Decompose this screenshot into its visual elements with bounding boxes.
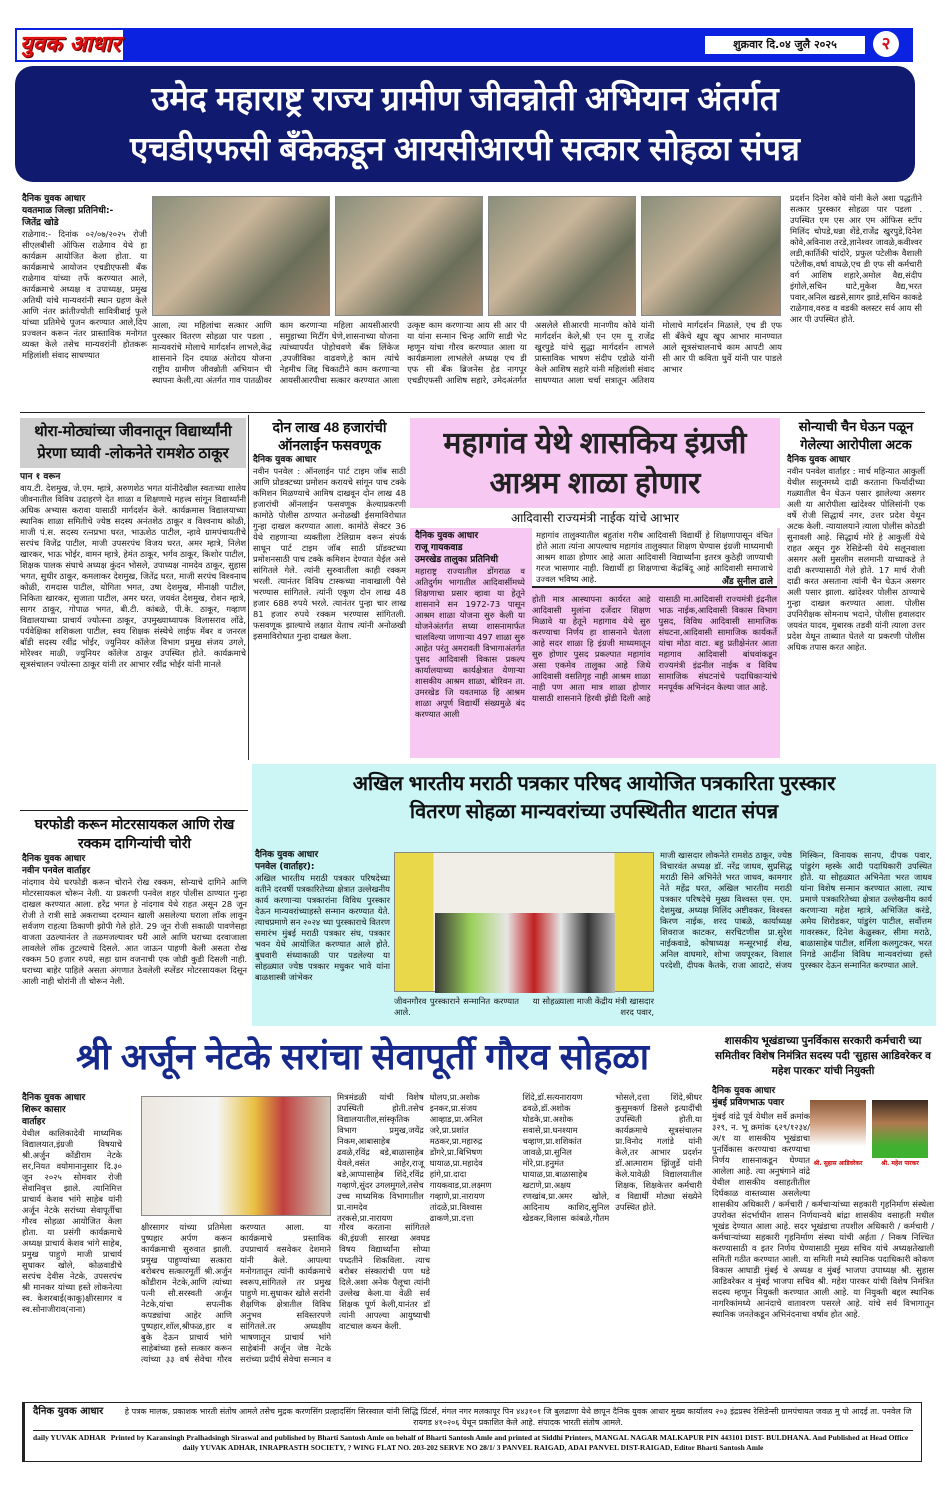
chain-text: नवीन पनवेल वार्ताहर : मार्च महिन्यात आकुर्ली येथील सलूनमध्ये दाढी करताना फिर्यादीच्या गळ्यातील चैन घेऊन पसार झालेल्या असगर अली या आरोपीला खांदेश्वर पोलिसांनी एक वर्षे रोजी सिद्धार्थ नगर, उत्तर प्रदेश येथून अटक केली. न्यायालयाने त्याला पोलीस कोठडी सुनावली आहे. सिद्धार्थ मोरे हे आकुर्ली येथे राहत असून गुरु रेसिडेन्सी येथे सलूनवाला असगर अली मुसलीम सलमानी याच्याकडे ते दाढी करण्यासाठी गेले होते. 17 मार्च रोजी दाढी करत असताना त्यांनी चैन घेऊन असगर अली पसार झाला. खांदेश्वर पोलीस ठाण्याचे गुन्हा दाखल करण्यात आला. पोलीस उपनिरीक्षक सोमनाथ भदाने, पोलीस हवालदार जयवंत यादव, मुबारक तडवी यांनी त्याला उत्तर प्रदेश येथून ताब्यात घेतले या प्रकरणी पोलीस अधिक तपास करत आहेत. — [787, 466, 925, 652]
imprint-name-mr: दैनिक युवक आधार — [33, 1406, 104, 1417]
fraud-headline-line1: दोन लाख 48 हजारांची — [272, 419, 387, 435]
chain-byline: दैनिक युवक आधार — [787, 455, 851, 465]
netke-left-column — [22, 1092, 122, 1370]
ashram-byline-author: राजू गायकवाड — [415, 543, 463, 553]
lead-photo-1 — [152, 196, 330, 316]
netke-text-middle-a: क्षीरसागर यांच्या प्रतिमेला पुष्पहार अर्पण करून कार्यक्रमाची सुरुवात झाली. प्रमुख पाहुण्यांच्या सत्कारा बरोबरच सत्कारमूर्ती श्री.अर्जुन कोंडीराम नेटके,आणि त्यांच्या पत्नी सौ.सरस्वती अर्जून नेटके,यांचा सपत्नीक कपड्यांचा आहेर आणि पुष्पहार,शॉल,श्रीफळ,हार व बुके देऊन प्राचार्य भांगे साहेबांच्या हस्ते सत्कार करून त्यांच्या ३३ वर्ष सेवेचा गौरव करण्यात आला. या कार्यक्रमाचे प्रस्ताविक उपप्राचार्य वसवेकर देशमाने यांनी केले. आपल्या मनोगतातून त्यांनी कार्यक्रमाचे स्वरूप,सांगितले तर प्रमुख पाहुणे मा.सुधाकर खोले सरांनी शैक्षणिक क्षेत्रातील विविध अनुभव सविस्तरपणे सांगितले.तर अध्यक्षीय भाषणातून प्राचार्य भांगे साहेबांनी अर्जून जेष्ठ नेटके सरांच्या प्रदीर्घ सेवेचा सन्मान व गौरव करताना सांगितले की,इंग्रजी सारखा अवघड विषय विद्यार्थ्यांना सोप्या पध्दतीने शिकविला. त्याच बरोबर संस्कारांची पण धडे दिले.अशा अनेक पैलूचा त्यांनी उल्लेख केला.या वेळी सर्व शिक्षक पूर्ण केली,यानंतर डॉ त्यांनी आपल्या आयुष्याची वाटचाल कथन केली. — [141, 1222, 430, 1364]
journalism-text-left: अखिल भारतीय मराठी पत्रकार परिषदेच्या वतीने दरवर्षी पत्रकारितेच्या क्षेत्रात उल्लेखनीय कार्य करणाऱ्या पत्रकारांना विविध पुरस्कार देऊन मान्यवरांच्याहस्ते सन्मान करण्यात येते. त्याचप्रमाणे सन २०२४ च्या पुरस्काराचे वितरण समारंभ मुंबई मराठी पत्रकार संघ, पत्रकार भवन येथे आयोजित करण्यात आले होते. बुधवारी संध्याकाळी पार पडलेल्या या सोहळ्यात ज्येष्ठ पत्रकार मधुकर भावे यांना बाळशास्त्री जांभेकर — [255, 873, 390, 982]
appointment-headline: शासकीय भूखंडाच्या पुनर्विकास सरकारी कर्मचारी च्या समितीवर विशेष निमंत्रित सदस्य पदी 'सुहास आडिवरेकर व महेश पारकर' यांची नियुक्ती — [715, 1035, 931, 1077]
lead-headline-line1: उमेद महाराष्ट्र राज्य ग्रामीण जीवन्नोती अभियान अंतर्गत — [151, 80, 779, 117]
imprint-english — [33, 1430, 913, 1453]
lead-text-left: राळेगाव:- दिनांक ०२/०७/२०२५ रोजी सीएलबीसी ऑफिस राळेगाव येथे हा कार्यक्रम आयोजित केला होता. या कार्यक्रमाचे आयोजन एचडीएफसी बँक राळेगाव यांच्या तर्फे करण्यात आले, कार्यक्रमाचे अध्यक्ष व उपाध्यक्ष, प्रमुख अतिथी यांचे मान्यवरांनी स्थान ग्रहण केले आणि नंतर क्रांतीज्योती सावित्रीबाई फुले यांच्या प्रतिमेचे पूजन करण्यात आले,दिप प्रज्वलन करून नंतर प्रास्ताविक मनोगत व्यक्त केले तसेच मान्यवरांनी होतकरू महिलांशी संवाद साधण्यात — [22, 229, 147, 360]
chain-article — [787, 418, 925, 758]
imprint-marathi — [33, 1406, 913, 1428]
ashram-left-column — [415, 530, 525, 755]
imprint-text-en: Printed by Karansingh Pralhadsingh Siraswal and published by Bharti Santosh Amle on behalf of Bharti Santosh Amle and printed at Siddhi Printers, MANGAL NAGAR MALKAPUR PIN 443101 DIST- BULDHANA. And Published at Head Office daily YUVAK ADHAR, INRAPRASTH SOCIETY, ? WING FLAT NO. 203-202 SERVE NO 28/1/ 3 PANVEL RAIGAD, ADAI PANVEL DIST-RAIGAD, Editor Bharti Santosh Amle — [110, 1433, 909, 1452]
netke-headline: श्री अर्जून नेटके सरांचा सेवापूर्ती गौरव सोहळा — [75, 1036, 650, 1077]
students-continuation: पान १ वरून — [20, 472, 61, 482]
imprint-box — [22, 1402, 922, 1462]
portrait-mahesh-parkar — [872, 1100, 928, 1158]
netke-text-right: मित्रमंडळी यांची विशेष उपस्थिती होती.तसेच विद्यालयातील,सांस्कृतिक विभाग प्रमुख,जयेंद्र निकम,आबासाहेब ढवळे,रविंद्र बडे,बाळासाहेब येवले,वसंत आहेर,राजू बडे,आप्पासाहेब शिंदे,रविंद्र गव्हाणे,सुंदर उगलमुगले,तसेच उच्च माध्यमिक विभागातील प्रा.नामदेव तरकसे,प्रा.नारायण घोलप,प्रा.अशोक इनकर,प्रा.संजय आव्हाड,प्रा.अनिल जरे,प्रा.प्रशांत मठकर,प्रा.महारुद्र डोंगरे,प्रा.बिभिषण घायाळ,प्रा.महादेव हांगे,प्रा.दादा गायकवाड,प्रा.लक्ष्मण गव्हाणे,प्रा.नारायण तांदळे,प्रा.विश्वास ढाकणे,प्रा.दत्ता शिंदे,डॉ.सत्यनारायण ढवळे,डॉ.अशोक घोडके,प्रा.अशोक सवासे,प्रा.घनश्याम चव्हाण,प्रा.शशिकांत जावळे,प्रा.सुनिल मोरे,प्रा.हनुमंत घायाळ,प्रा.बाळासाहेब खटाणे,प्रा.अक्षय रणखांब,प्रा.अमर खोले, आदिनाथ काशिद,सुनिल खेडकर,विलास कांबळे,गौतम भोसले,दत्ता शिंदे,श्रीधर कुसुमकर्ण डिसले इत्यादींची उपस्थिती होती.या कार्यक्रमाचे सूत्रसंचालन प्रा.विनोद गलांडे यांनी केले,तर आभार प्रदर्शन डॉ.आत्माराम झिंजुर्डे यांनी केले.यावेळी विद्यालयातील शिक्षक, शिक्षकेत्तर कर्मचारी व विद्यार्थी मोठ्या संख्येने उपस्थित होते. — [337, 1092, 702, 1223]
journalism-byline-paper: दैनिक युवक आधार — [255, 850, 319, 860]
journalism-text-right: माजी खासदार लोकनेते रामशेठ ठाकूर, ज्येष्ठ विचारवंत अध्यक्ष डॉ. नरेंद्र जाधव, सुप्रसिद्ध मराठी सिने अभिनेते भरत जाधव, कामगार नेते महेंद्र घरत, अखिल भारतीय मराठी पत्रकार परिषदेचे मुख्य विश्वस्त एस. एम. देशमुख, अध्यक्ष मिलिंद अष्टीवकर, विश्वस्त किरण नाईक, शरद पाबळे, कार्याध्यक्ष शिवराज काटकर, सरचिटणीस प्रा.सुरेश नाईकवाडे, कोषाध्यक्ष मन्सूरभाई शेख, अनिल वाघमारे, शोभा जयपूरकर, विशाल परदेशी, दीपक कैतके, राजा आदाटे, संजय मिस्किन, विनायक सानप, दीपक पवार, पांडुरंग म्हस्के आदी पदाधिकारी उपस्थित होते. या सोहळ्यात अभिनेता भरत जाधव यांना विशेष सन्मान करण्यात आला. त्याच प्रमाणे पत्रकारितेच्या क्षेत्रात उल्लेखनीय कार्य करणाऱ्या महेश म्हात्रे, अभिजित करंडे, अमेय शिरोडकर, पांडुरंग पाटील, सर्वोत्तम गावरस्कर, दिनेश केळुस्कर, सीमा मराठे, बाळासाहेब पाटील, शर्मिला कलगुटकर, भरत निगडे आदींना विविध मान्यवरांच्या हस्ते पुरस्कार देऊन सन्मानित करण्यात आले. — [660, 850, 932, 970]
fraud-text: नवीन पनवेल : ऑनलाईन पार्ट टाइम जॉब साठी आणि प्रोडक्टच्या प्रमोशन करायचे सांगून पाच टक्के कमिशन मिळण्याचे आमिष दाखवून दोन लाख 48 हजारांची ऑनलाईन फसवणूक केल्याप्रकरणी कामोठे पोलीस ठाण्यात अनोळखी ईसमाविरोधात गुन्हा दाखल करण्यात आला. कामोठे सेक्टर 36 येथे राहणाऱ्या व्यक्तीला टेलिग्राम वरून संपर्क साधून पार्ट टाइम जॉब साठी प्रॉडक्टच्या प्रमोशनसाठी पाच टक्के कमिशन देण्यात येईल असे सांगितले गेले. त्यांनी सुरुवातीला काही रक्कम भरली. त्यानंतर विविध टास्कच्या नावाखाली पैसे भरण्यास सांगितले. त्यांनी एकूण दोन लाख 48 हजार 688 रुपये भरले. त्यानंतर पुन्हा चार लाख 81 हजार रुपये रक्कम भरण्यास सांगितली. फसवणूक झाल्याचे लक्षात येताच त्यांनी अनोळखी इसमाविरोधात गुन्हा दाखल केला. — [253, 466, 406, 641]
lead-headline-line2: एचडीएफसी बँकेकडून आयसीआरपी सत्कार सोहळा संपन्न — [129, 130, 800, 167]
page-number: २ — [873, 31, 899, 57]
appointment-byline-paper: दैनिक युवक आधार — [712, 1086, 776, 1096]
journalism-byline-location: पनवेल (वार्ताहर): — [255, 862, 315, 872]
lead-photo-3 — [488, 196, 636, 316]
burglary-headline: घरफोडी करून मोटरसायकल आणि रोख रक्कम दागिन्यांची चोरी — [34, 816, 235, 851]
appointment-byline-author: मुंबई प्रविणभाऊ पवार — [712, 1098, 785, 1108]
burglary-byline-location: नवीन पनवेल वार्ताहर — [22, 866, 91, 876]
newspaper-logo: युवक आधार — [17, 30, 123, 60]
portrait-caption-1: श्री. सुहास आडिवरेकर — [813, 1160, 863, 1167]
ashram-quote-author: अँड सुनील ढाले — [722, 577, 773, 587]
divider — [248, 415, 249, 760]
netke-felicitation-photo — [141, 1096, 331, 1216]
imprint-name-en: daily YUVAK ADHAR — [33, 1433, 106, 1442]
ashram-quote-box — [532, 528, 777, 588]
burglary-text: नांदगाव येथे घरफोडी करून चोराने रोख रक्कम, सोन्याचे दागिने आणि मोटरसायकल चोरून नेली. या प्रकरणी पनवेल शहर पोलीस ठाण्यात गुन्हा दाखल करण्यात आला. हरेंद्र भगत हे नांदगाव येथे राहत असून 28 जून रोजी ते रात्री साडे अकराच्या दरम्यान खाली असलेल्या घराला लॉक लावून सर्वजण राहत्या ठिकाणी झोपी गेले होते. 29 जून रोजी सकाळी पावणेसहा वाजता उठल्यानंतर ते तळमजल्यावर घरी आले आणि घराच्या दरवाजाला लावलेले लॉक तुटल्याचे दिसले. आत जाऊन पाहणी केली असता रोख रक्कम 50 हजार रुपये, सहा ग्राम वजनाची एक जोडी कुडी दिसली नाही. घराच्या बाहेर पाहिले असता अंगणात ठेवलेली स्प्लेंडर मोटरसायकल दिसून आली नाही चोरांनी ती चोरून नेली. — [22, 877, 247, 986]
portrait-suhas-adivarekar — [810, 1100, 866, 1158]
divider — [20, 810, 248, 811]
photo-people — [435, 913, 615, 993]
lead-article-left-column — [22, 193, 147, 408]
ashram-article — [410, 418, 780, 758]
portrait-caption-2: श्री. महेश पारकर — [881, 1160, 919, 1167]
lead-byline-author: जितेंद्र खोडे — [22, 218, 59, 228]
netke-byline-paper: दैनिक युवक आधार — [22, 1093, 86, 1103]
issue-date: शुक्रवार दि.०४ जुलै २०२५ — [705, 36, 865, 54]
lead-text-right: प्रदर्शन दिनेश कोवे यांनी केले अशा पद्धतीने सत्कार पुरस्कार सोहळा पार पडला . उपस्थित एम एस आर एम ऑफिस स्टॉप मिलिंद चोपडे,धन्ना शेंडे,राजेंद्र खुरपुडे,दिनेश कोवे,अविनाश तरडे,ज्ञानेश्वर जावळे,कवीश्वर लडी,कार्तिकी चांदोरे, प्रफुल पटेलीक वैशाली पटेलीक,वर्षा वाघळे,एच डी एफ सी कर्मचारी वर्ग आशिष शहारे,अमोल वैद्य,संदीप इंगोले,सचिन घाटे,मुकेश वैद्य,भरत पवार,अनिल खडसे,सागर झाडे,सचिन काकडे राळेगाव,वरुड व वडकी क्लस्टर सर्व आय सी आर पी उपस्थित होते. — [790, 193, 922, 324]
journalism-left-column — [255, 849, 390, 1024]
appointment-text-content: मुंबई वांद्रे पूर्व येथील सर्वे क्रमांक ३२९, न. भू क्रमांक ६२९/१२३४/अ/१ या शासकीय भूखंडाचा पुनर्विकास करण्याचा करण्याचा निर्णय शासनाकडून घेण्यात आलेला आहे. त्या अनुषंगाने वांद्रे येथील शासकीय वसाहतीतील दिर्घकाळ वास्तव्यास असलेल्या शासकीय अधिकारी / कर्मचारी / कर्मचाऱ्यांच्या सहकारी गृहनिर्माण संस्थेला उपरोक्त संदर्भाधीन शासन निर्णयान्वये बांद्रा शासकीय वसाहती मधील भूखंड देण्यात आला आहे. सदर भूखंडाचा तपशील अधिकारी / कर्मचारी / कर्मचाऱ्यांच्या सहकारी गृहनिर्माण संस्था यांची अर्हता / निकष निश्चित करण्यासाठी व इतर निर्णय घेण्यासाठी मुख्य सचिव यांचे अध्यक्षतेखाली समिती गठीत करण्यात आली. या समिती मध्ये स्थानिक पदाधिकारी कोकण विकास आघाडी मुंबई चे अध्यक्ष व मुंबई भाजपा उपाध्यक्ष श्री. सुहास आडिवरेकर व मुंबई भाजपा सचिव श्री. महेश पारकर यांची विशेष निमंत्रित सदस्य म्हणून नियुक्ती करण्यात आली आहे. या नियुक्ती बद्दल स्थानिक नागरिकांमध्ये आनंदाचे वातावरण पसरले आहे. यांचे सर्व विभागातून स्थानिक जनतेकडून अभिनंदनाचा वर्षाव होत आहे. — [712, 1111, 934, 1319]
burglary-byline-paper: दैनिक युवक आधार — [22, 854, 86, 864]
lead-photo-4 — [641, 196, 781, 316]
chain-headline: सोन्याची चैन घेऊन पळून गेलेल्या आरोपीला अटक — [798, 419, 914, 452]
ashram-headline-line1: महागांव येथे शासकिय इंग्रजी — [443, 427, 747, 460]
ashram-quote: महागांव तालुक्यातील बहुतांश गरीब आदिवासी विद्यार्थी हे शिक्षणापासून वंचित होते आता त्यांना आपल्याच महागांव तालुक्यात शिक्षण घेण्यास इंग्रजी माध्यमाची आश्रम शाळा होणार आहे आता आदिवासी विद्यार्थ्यांना इतरत्र कुठेही जाण्याची गरज भासणार नाही. विद्यार्थी हा शिक्षणाचा केंद्रबिंदू आहे आदिवासी समाजाचे उज्वल भविष्य आहे. — [536, 530, 773, 584]
ashram-text-left: महाराष्ट्र राज्यातील डोंगराळ व अतिदुर्गम भागातील आदिवासींमध्ये शिक्षणाचा प्रसार व्हावा या हेतूने शासनाने सन 1972-73 पासून आश्रम शाळा योजना सुरु केली या योजनेअंतर्गत सध्या शासनामार्फत चालविल्या जाणाऱ्या 497 शाळा सुरु आहेत परंतु अमरावती विभागाअंतर्गत पुसद आदिवासी विकास प्रकल्प कार्यालयाच्या कार्यक्षेत्रात येणाऱ्या शासकीय आश्रम शाळा, बोरिवन ता. उमरखेड जि यवतमाळ हि आश्रम शाळा अपूर्ण विद्यार्थी संख्यमुळे बंद करण्यात आली — [415, 566, 525, 719]
students-text: वाय.टी. देशमुख, जे.एम. म्हात्रे, अरुणशेठ भगत यांनीदेखील स्वतःच्या शालेय जीवनातील विविध उदाहरणे देत शाळा व शिक्षणाचे महत्त्व सांगून विद्यार्थ्यांनी अधिक अभ्यास करावा यासाठी मार्गदर्शन केले. कार्यक्रमास विद्यालयाच्या स्थानिक शाळा समितीचे ज्येष्ठ सदस्य अनंतशेठ ठाकूर व विश्वनाथ कोळी, माजी पं.स. सदस्य रत्नप्रभा घरत, भाऊशेठ पाटील, न्हावे ग्रामपंचायतीचे सरपंच विजेंद्र पाटील, माजी उपसरपंच विजय घरत, अमर म्हात्रे, निलेश खारकर, भाऊ भोईर, वामन म्हात्रे, हेमंत ठाकूर, भर्गव ठाकूर, किशोर पाटील, शिक्षक पालक संघाचे अध्यक्ष कुंदन भोसले, उपाध्यक्ष नामदेव ठाकूर, सुहास भगत, सुधीर ठाकूर, कमलाकर देशमुख, जितेंद्र घरत, माजी सरपंच विश्वनाथ कोळी, रामदास पाटील, योगिता भगत, उषा देशमुख, मीनाक्षी पाटील, निकिता खारकर, सुजाता पाटील, अमर घरत, जयवंत देशमुख, रोशन म्हात्रे, सागर ठाकूर, गोपाळ भगत, बी.टी. कांबळे, पी.के. ठाकूर, गव्हाण विद्यालयाच्या प्राचार्य ज्योत्स्ना ठाकूर, उपमुख्याध्यापक विलासराव लोंढे, पर्यवेक्षिका शशिकला पाटील, स्वय शिक्षक संस्थेचे लाईफ मेंबर व जनरल बॉडी सदस्य रवींद्र भोईर, ज्युनियर कॉलेज विभाग प्रमुख संजय उगले, मोरेश्वर माळी, ज्युनियर कॉलेज ठाकूर उपस्थित होते. कार्यक्रमाचे सूत्रसंचालन ज्योत्स्ना ठाकूर यांनी तर आभार रवींद्र भोईर यांनी मानले — [20, 483, 246, 669]
ashram-byline-paper: दैनिक युवक आधार — [415, 531, 479, 541]
fraud-headline-line2: ऑनलाईन फसवणूक — [278, 437, 381, 453]
divider — [20, 412, 925, 413]
students-headline: थोरा-मोठ्यांच्या जीवनातून विद्यार्थ्यांनी प्रेरणा घ्यावी -लोकनेते रामशेठ ठाकूर — [20, 418, 246, 468]
journalism-headline-line2: वितरण सोहळा मान्यवरांच्या उपस्थितीत थाटात संपन्न — [409, 801, 779, 823]
lead-byline-paper: दैनिक युवक आधार — [22, 194, 86, 204]
appointment-article — [712, 1034, 934, 1374]
journalism-caption-left: जीवनगौरव पुरस्काराने सन्मानित करण्यात आले. — [394, 996, 519, 1017]
ashram-headline-line2: आश्रम शाळा होणार — [489, 467, 701, 500]
fraud-article — [253, 418, 406, 758]
imprint-text-mr: हे पत्रक मालक, प्रकाशक भारती संतोष आमले तसेच मुद्रक करणसिंग प्रल्हादसिंग सिरस्वाल यांनी सिद्धि प्रिंटर्स, मंगल नगर मलकापूर पिन ४४३१०१ जि बुलढाणा येथे छापून दैनिक युवक आधार मुख्य कार्यालय २०३ इंद्रप्रस्थ रेसिडेन्सी ग्रामपंचायत जवळ मु पो आदई ता. पनवेल जि रायगड ४१०२०६ येथून प्रकाशित केले आहे. संपादक भारती संतोष आमले. — [124, 1407, 912, 1427]
journalism-caption-right: या सोहळ्याला माजी केंद्रीय मंत्री खासदार शरद पवार, — [532, 996, 654, 1017]
journalism-article — [252, 764, 936, 1026]
lead-headline-banner — [15, 66, 915, 182]
lead-text-middle: आला, त्या महिलांचा सत्कार आणि पुरस्कार वितरण सोहळा पार पडला , मान्यवरांचे मोलाचे मार्गदर्शन लाभले,केंद्र शासनाने दिन दयाळ अंतोदय योजना राष्ट्रीय ग्रामीण जीवन्नोती अभियान ची स्थापना केली,त्या अंतर्गत गाव पातळीवर काम करणाऱ्या महिला आयसीआरपी समुहाच्या मिटींग घेणे,शासनाच्या योजना त्यांच्यापर्यंत पोहोचवणे बँक लिंकेज ,उपजीविका वाढवणे,हे काम त्यांचे नेहमीच जिद्द चिकाटीने काम करणाऱ्या आयसीआरपीचा सत्कार करण्यात आला उत्कृष्ट काम करणाऱ्या आय सी आर पी या यांना सन्मान चिन्ह आणि साडी भेट म्हणून यांचा गौरव करण्यात आला या कार्यक्रमाला लाभलेले अध्यक्ष एच डी एफ सी बँक ब्रिजनेस हेड नागपूर एचडीएफसी आशिष सहारे, उमेदअंतर्गत असलेले सीआरपी मानणीय कोवे यांनी मार्गदर्शन केले,श्री एन एम यू राजेंद्र खुरपुडे यांचे सुद्धा मार्गदर्शन लाभले प्रास्ताविक भाषण संदीप एडोळे यांनी केले आशिष सहारे यांनी महिलांशी संवाद साधण्यात आला चर्चा सत्रातून अतिशय मोलाचे मार्गदर्शन मिळाले, एच डी एफ सी बँकेचे खूप खूप आभार मानण्यात आले सूत्रसंचालनाचे काम आपटी आय सी आर पी कविता धुर्वे यांनी पार पाडले आभार — [152, 320, 782, 385]
lead-byline-location: यवतमाळ जिल्हा प्रतिनिधी:- — [22, 206, 114, 216]
lead-photo-2 — [335, 196, 483, 316]
masthead — [15, 28, 913, 62]
students-article — [20, 418, 246, 808]
netke-byline-reporter: वार्ताहर — [22, 1117, 46, 1127]
burglary-article — [22, 815, 247, 1027]
ashram-byline-location: उमरखेड तालुका प्रतिनिधी — [415, 555, 499, 565]
ashram-text-right: होती मात्र आस्थापना कार्यरत आहे आदिवासी मुलांना दर्जेदार शिक्षण मिळावे या हेतूने महागाव येथे सुरु करण्याचा निर्णय हा शासनाने घेतला आहे सदर शाळा हि इंग्रजी माध्यमातून सुरु होणार पुसद प्रकल्पात महागांव असा एकमेव तालुका आहे जिथे आदिवासी वसतिगृह नाही आश्रम शाळा नाही पण आता मात्र शाळा होणार यासाठी शासनाने हिरवी झेंडी दिली आहे यासाठी मा.आदिवासी राज्यमंत्री इंद्रनील भाऊ नाईक,आदिवासी विकास विभाग पुसद, विविध आदिवासी सामाजिक संघटना,आदिवासी सामाजिक कार्यकर्ते यांचा मोठा वाटा. बहु प्रतीक्षेनंतर आता महागाव आदिवासी बांधवांकडून राज्यमंत्री इंद्रनील नाईक व विविध सामाजिक संघटनांचे पदाधिकाऱ्यांचे मनपूर्वक अभिनंदन केल्या जात आहे. — [532, 594, 777, 703]
journalism-headline-line1: अखिल भारतीय मराठी पत्रकार परिषद आयोजित पत्रकारिता पुरस्कार — [352, 773, 836, 795]
netke-text-left: येथील कालिकादेवी माध्यमिक विद्यालयात,इंग्रजी विषयाचे श्री.अर्जुन कोंडीराम नेटके सर,नियत वयोमानानुसार दि.३० जून २०२५ सोमवार रोजी सेवानिवृत्त झाले. त्यानिमित्त प्राचार्य केशव भांगे साहेब यांनी अर्जून नेटके सरांच्या सेवापूर्तीचा गौरव सोहळा आयोजित केला होता. या प्रसंगी कार्यक्रमाचे अध्यक्ष प्राचार्य केशव भांगे साहेब, प्रमुख पाहुणे माजी प्राचार्य सुधाकर खोले, कोळवाडीचे सरपंच देवीस नेटके, उपसरपंच श्री मानकर यांच्या हस्ते लोकनेत्या स्व. केशरबाई(काकू)क्षीरसागर व स्व.सोनाजीराव(नाना) — [22, 1128, 122, 1314]
netke-byline-location: शिरूर कासार — [22, 1105, 66, 1115]
fraud-byline: दैनिक युवक आधार — [253, 455, 317, 465]
ashram-subheadline: आदिवासी राज्यमंत्री नाईक यांचे आभार — [410, 508, 780, 528]
journalism-award-photo — [394, 852, 654, 992]
